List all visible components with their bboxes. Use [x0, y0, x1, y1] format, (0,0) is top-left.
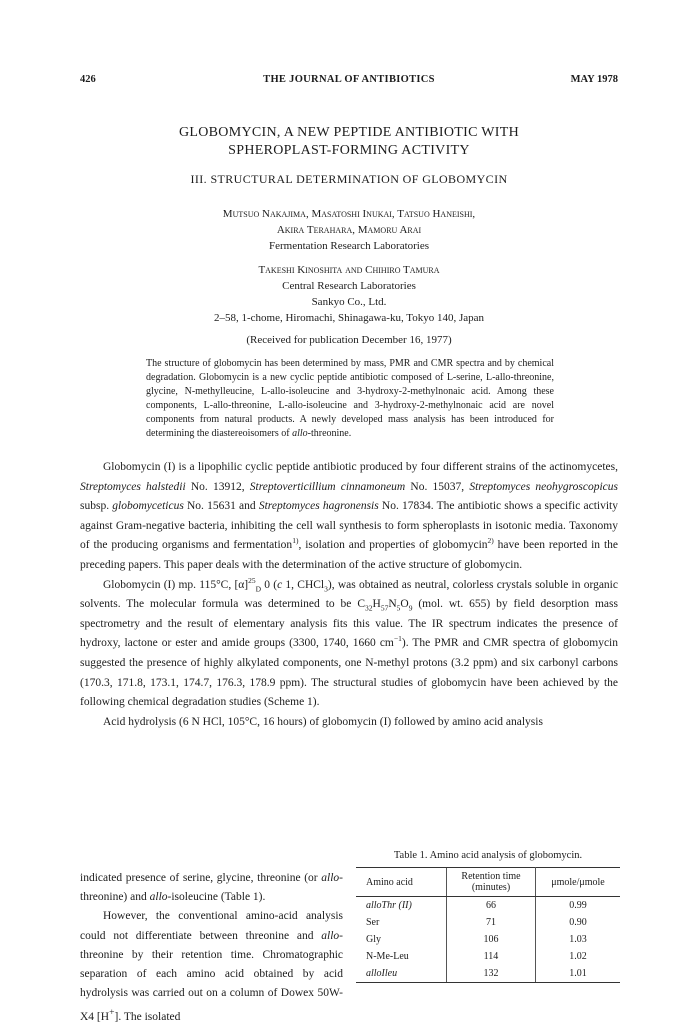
abstract-text: L-serine, — [446, 372, 486, 383]
cell-retention-time: 71 — [447, 914, 536, 931]
paragraph-4: However, the conventional amino-acid analysis could not differentiate between threonine and allo-threonine by their retention time. Chromatographic separation of each amino acid obtained by acid hydrolysis was carried out on a column of Dowex 50W-X4 [H+]. The isolated — [80, 910, 343, 1024]
paragraph-1: Globomycin (I) is a lipophilic cyclic peptide antibiotic produced by four different strains of the actinomycetes, Streptomyces halstedii No. 13912, Streptoverticillium cinnamoneum No. 15037, Streptomyces neohygroscopicus subsp. globomyceticus No. 15631 and Streptomyces hagronensis No. 17834. The antibiotic shows a specific activity against Gram-negative bacteria, inhibiting the cell wall synthesis to form spheroplasts in isotonic media. Taxonomy of the producing organisms and fermentation$^{1)}$, isolation and properties of globomycin$^{2)}$ have been reported in the preceding papers. This paper deals with the determination of the active structure of globomycin. — [80, 461, 619, 571]
table-row — [356, 948, 620, 965]
cell-ratio: 1.02 — [569, 951, 587, 962]
abstract-text: L-allo-threonine, — [203, 400, 279, 411]
body-text — [80, 458, 618, 732]
col-header-amino-acid: Amino acid — [356, 868, 447, 897]
cell-amino-acid: Gly — [366, 934, 381, 945]
table-header-row — [356, 868, 620, 897]
abstract-text: L-allo-isoleucine and 3-hydroxy-2-methylnonaic acid. Among these components, — [146, 386, 554, 411]
author-line-2: Akira Terahara, Mamoru Arai — [276, 224, 422, 236]
author-line-3: Takeshi Kinoshita and Chihiro Tamura — [258, 264, 440, 276]
cell-retention-time: 114 — [447, 948, 536, 965]
cell-retention-time: 132 — [447, 965, 536, 983]
cell-amino-acid: Ser — [366, 917, 380, 928]
cell-ratio: 0.90 — [569, 917, 587, 928]
abstract — [146, 357, 554, 441]
amino-acid-table — [356, 867, 620, 983]
cell-retention-time: 106 — [447, 931, 536, 948]
title-line-1: GLOBOMYCIN, A NEW PEPTIDE ANTIBIOTIC WITH — [179, 125, 519, 140]
paragraph-2: Globomycin (I) mp. 115°C, $[\alpha]^{25}_D$ 0 (c 1, CHCl$_3$), was obtained as neutral, colorless crystals soluble in organic solvents. The molecular formula was determined to be $C_{32}H_{57}N_5O_9$ (mol. wt. 655) by field desorption mass spectrometry and the result of elementary analysis fits this value. The IR spectrum indicates the presence of hydroxy, lactone or ester and amide groups (3300, 1740, 1660 $cm^{-1}$). The PMR and CMR spectra of globomycin suggested the presence of highly alkylated components, one N-methyl protons (3.2 ppm) and six carbonyl carbons (170.3, 171.8, 173.1, 174.7, 176.3, 178.9 ppm). The structural studies of globomycin have been achieved by the following chemical degradation studies (Scheme 1). — [80, 575, 619, 709]
col-header-retention-time: Retention time (minutes) — [447, 868, 536, 897]
cell-ratio: 1.01 — [536, 965, 621, 983]
article-subtitle: III. STRUCTURAL DETERMINATION OF GLOBOMYCIN — [190, 172, 508, 186]
affiliation-1: Fermentation Research Laboratories — [268, 240, 430, 252]
abstract-text: -threonine. — [307, 428, 352, 439]
author-block — [80, 206, 618, 348]
article-title — [80, 124, 618, 160]
cell-ratio: 1.03 — [569, 934, 587, 945]
abstract-text: L-allo-threonine, glycine, N-methylleucine, — [146, 372, 554, 397]
issue-date: MAY 1978 — [570, 74, 618, 85]
received-date: (Received for publication December 16, 1977) — [246, 334, 452, 346]
cell-amino-acid: alloThr (II) — [366, 900, 412, 911]
table-caption: Table 1. Amino acid analysis of globomycin. — [393, 850, 583, 861]
paragraph-3: Acid hydrolysis (6 N HCl, 105°C, 16 hours) of globomycin (I) followed by amino acid analysis — [103, 715, 543, 728]
table-row — [356, 931, 620, 948]
abstract-text: L-allo-isoleucine and 3-hydroxy-2-methylnonaic acid are novel components from natural products. A newly developed mass analysis has been introduced for determining the diastereoisomers of — [146, 400, 554, 439]
table-1 — [356, 850, 620, 983]
table-row — [356, 914, 620, 931]
cell-retention-time: 66 — [447, 897, 536, 915]
cell-amino-acid: N-Me-Leu — [366, 951, 409, 962]
cell-amino-acid: alloIleu — [366, 968, 398, 979]
page-number: 426 — [80, 74, 96, 85]
address: 2–58, 1-chome, Hiromachi, Shinagawa-ku, Tokyo 140, Japan — [214, 312, 484, 324]
cell-ratio: 0.99 — [569, 900, 587, 911]
running-header — [80, 74, 618, 88]
journal-name: THE JOURNAL OF ANTIBIOTICS — [263, 74, 435, 85]
author-line-1: Mutsuo Nakajima, Masatoshi Inukai, Tatsuo Haneishi, — [222, 208, 476, 220]
abstract-text: allo — [292, 428, 308, 439]
title-line-2: SPHEROPLAST-FORMING ACTIVITY — [228, 143, 470, 158]
abstract-text: The structure of globomycin has been determined by mass, PMR and CMR spectra and by chemical degradation. Globomycin is a new cyclic peptide antibiotic composed of — [146, 358, 554, 383]
table-row — [356, 965, 620, 983]
affiliation-2: Central Research Laboratories — [282, 280, 416, 292]
paragraph-3-cont: indicated presence of serine, glycine, threonine (or allo-threonine) and allo-isoleucine (Table 1). — [80, 872, 343, 904]
table-row — [356, 897, 620, 915]
company: Sankyo Co., Ltd. — [311, 296, 387, 308]
col-header-ratio: μmole/μmole — [536, 868, 621, 897]
body-left-column — [80, 869, 343, 1027]
